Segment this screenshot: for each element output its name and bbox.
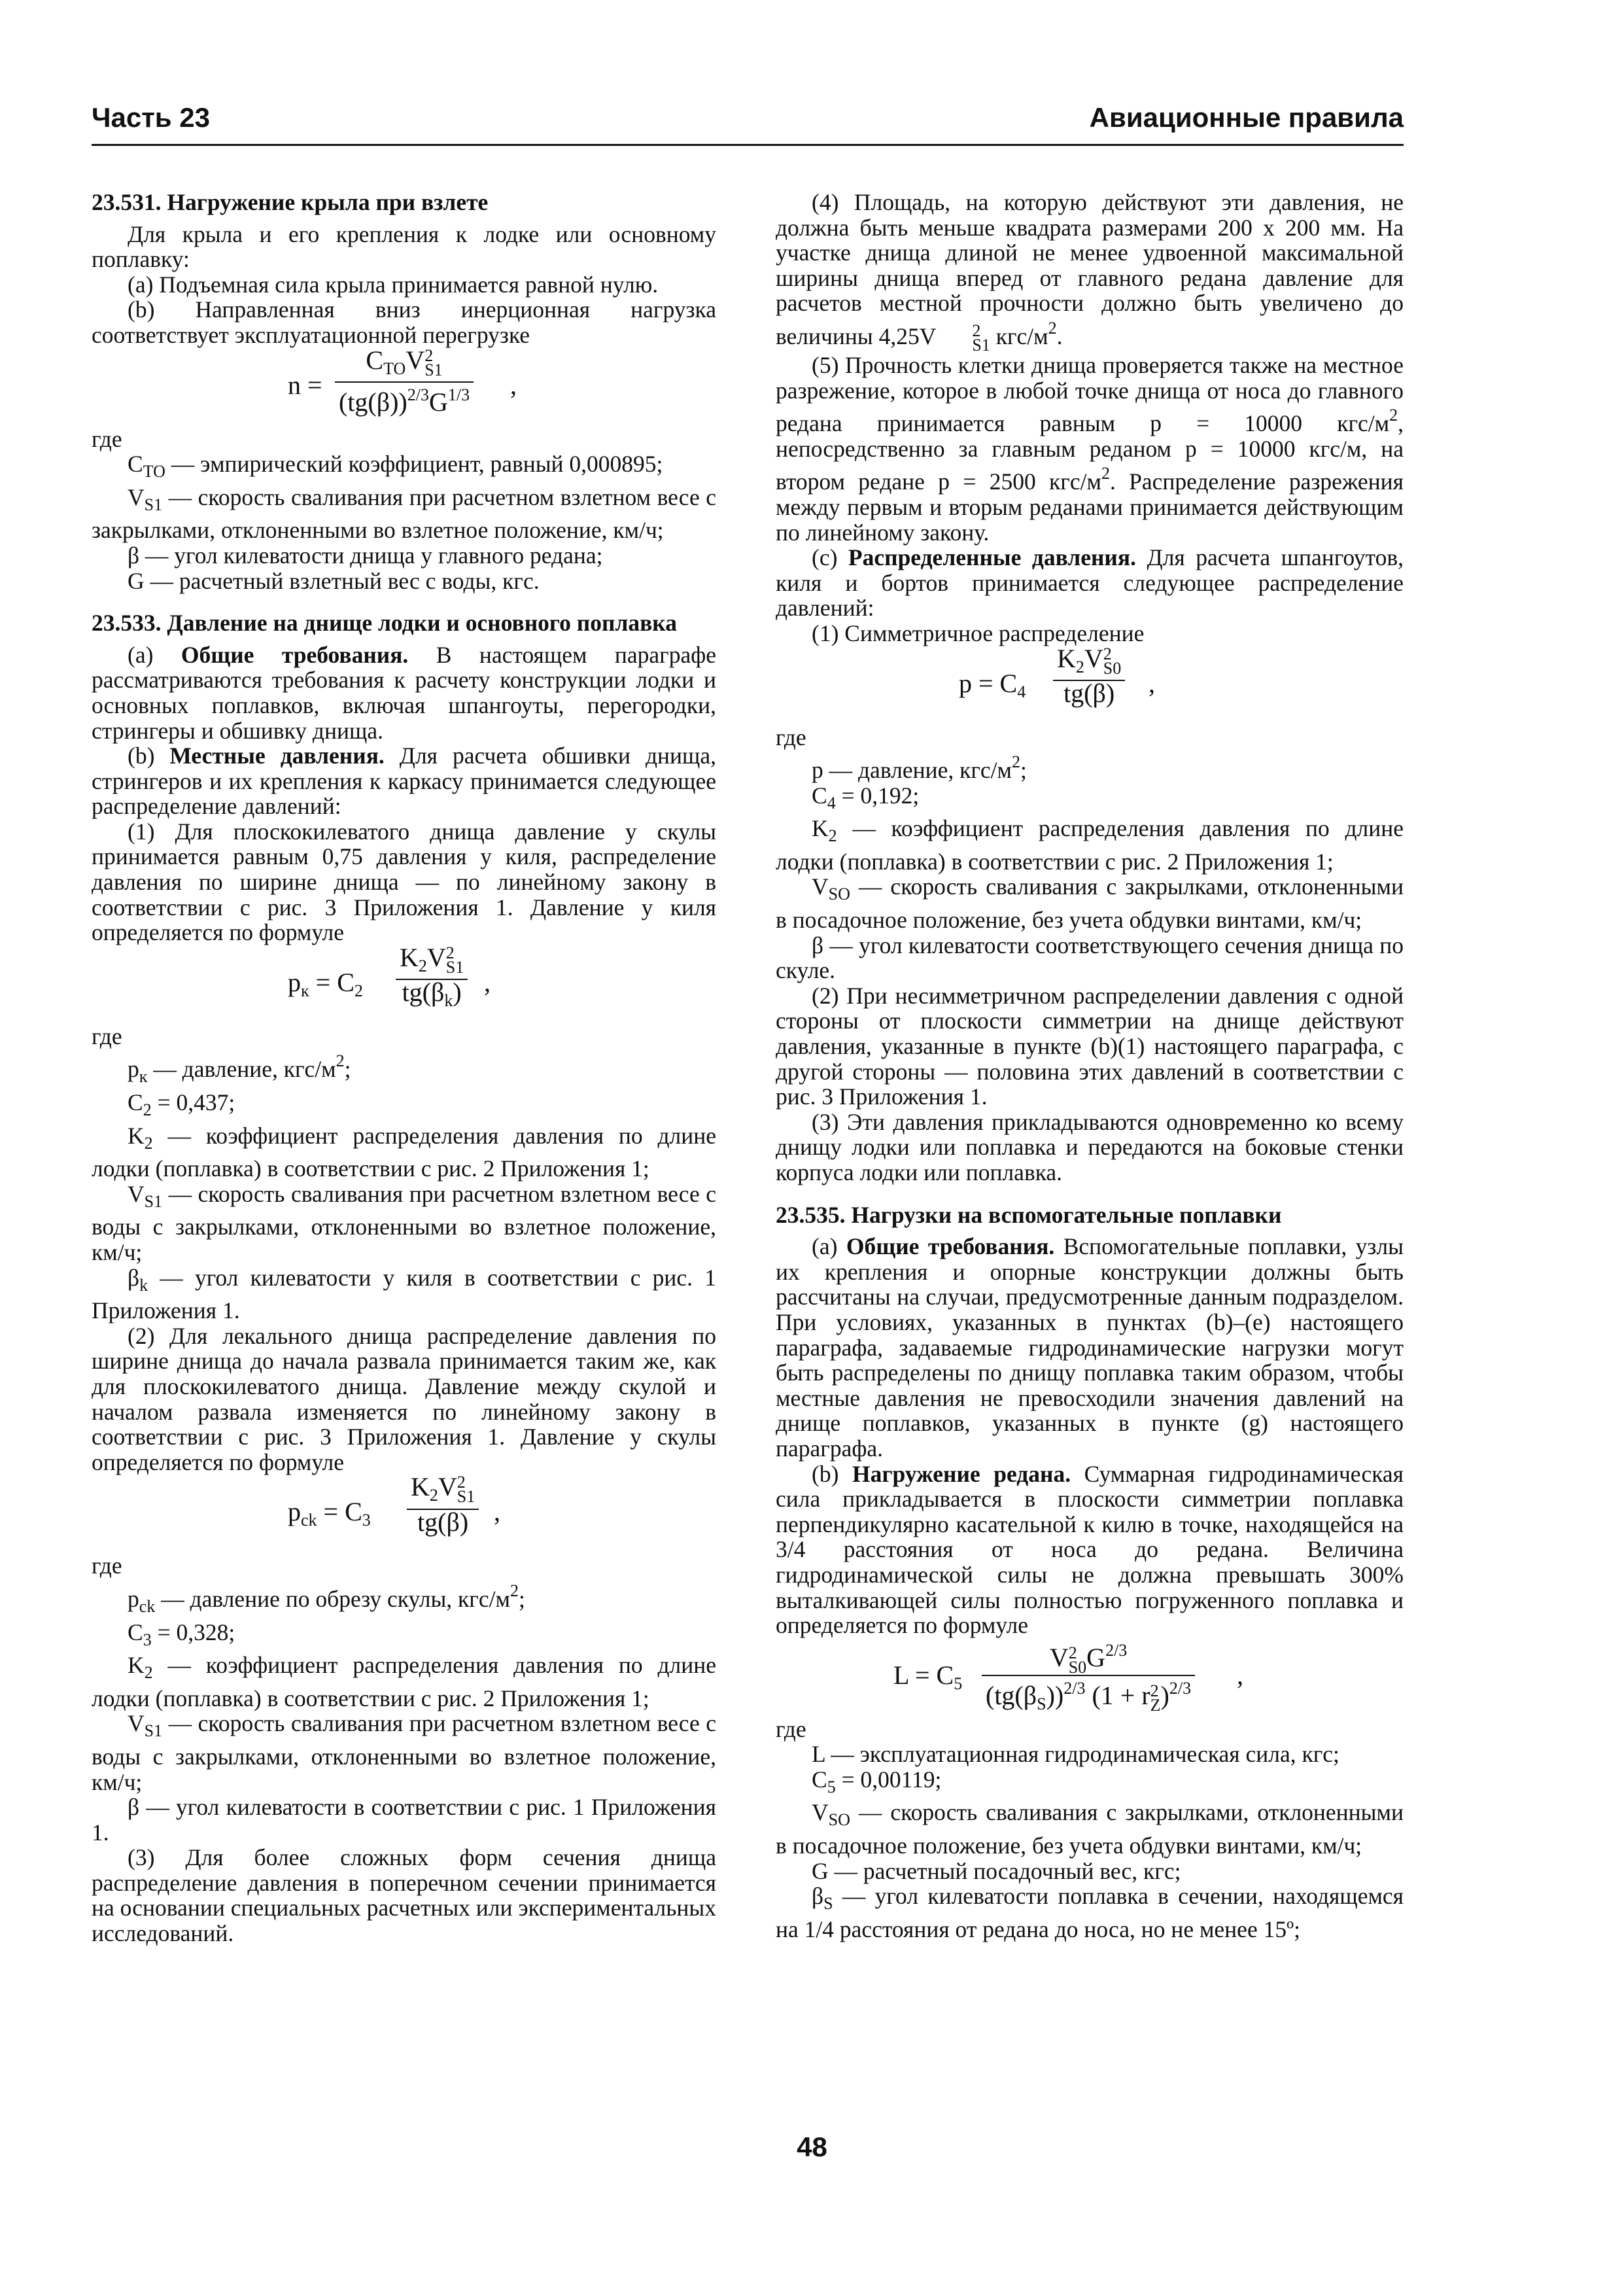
paragraph: (a) Общие требования. В настоящем параграфе рассматриваются требования к расчету конструкции лодки и основных поплавков, включая шпангоуты, перегородки, стрингеры и обшивку днища. [92,641,716,744]
definition: $V_{S1}$ — скорость сваливания при расчетном взлетном весе с закрылками, отклоненными во взлетное положение, км/ч; [92,483,716,544]
page-number: 48 [797,2131,827,2162]
formula-fraction [1053,643,1125,709]
paragraph: (b) Направленная вниз инерционная нагрузка соответствует эксплуатационной перегрузке [92,296,716,348]
where-label: где [776,1715,806,1742]
definition: β — угол килеватости в соответствии с рис. 1 Приложения 1. [92,1794,716,1846]
paragraph: (b) Местные давления. Для расчета обшивки днища, стрингеров и их крепления к каркасу принимается следующее распределение давлений: [92,743,716,820]
definition: $p_{ck}$ — давление по обрезу скулы, кгс/$м^2$; [128,1581,525,1616]
definition: $V_{SO}$ — скорость сваливания с закрылками, отклоненными в посадочное положение, без учета обдувки винтами, км/ч; [776,1799,1404,1859]
formula-numerator: V 2 S0 $G^{2/3}$ [1049,1640,1128,1677]
paragraph: (4) Площадь, на которую действуют эти давления, не должна быть меньше квадрата размерами 200 х 200 мм. На участке днища длиной не менее удвоенной максимальной ширины днища вперед от главного редана давление для расчетов местной прочности должно быть увеличено до величины 4,25V 2 S1 кгс/$м^2$. [776,189,1404,355]
formula-distributed-pressure: $p = C_4$ $K_2V$ 2 S0 tg(β) , [959,643,1155,709]
page-header [92,98,1404,146]
definition: G — расчетный взлетный вес с воды, кгс. [128,567,540,594]
definition: $C_5 = 0,00119$; [812,1766,942,1796]
formula-fraction [982,1638,1195,1717]
where-label: где [92,1023,122,1049]
formula-lhs: $p_{ck} = C_3$ [288,1497,371,1530]
paragraph: (2) При несимметричном распределении давления с одной стороны от плоскости симметрии на днище действуют давления, указанные в пункте (b)(1) настоящего параграфа, с другой стороны — половина этих давлений в соответствии с рис. 3 Приложения 1. [776,982,1404,1110]
definition: $p_к$ — давление, кгс/$м^2$; [128,1051,351,1087]
paragraph: (5) Прочность клетки днища проверяется также на местное разрежение, которое в любой точке днища от носа до главного редана принимается равным p = 10000 кгс/$м^2$, непосредственно за главным реданом p = 10000 кгс/м, на втором редане p = 2500 кгс/$м^2$. Распределение разрежения между первым и вторым реданами принимается действующим по линейному закону. [776,351,1404,546]
section-23-531-title: 23.531. Нагружение крыла при взлете [92,189,489,215]
definition: β — угол килеватости соответствующего сечения днища по скуле. [776,932,1404,984]
definition: $K_2$ — коэффициент распределения давления по длине лодки (поплавка) в соответствии с рис. 2 Приложения 1; [92,1122,716,1182]
header-part: Часть 23 [92,102,211,133]
formula-denominator: $(tg(\beta_S))^{2/3}$ (1 + r 2 Z )$^{2/3}$ [982,1675,1195,1717]
formula-lhs: $p_к = C_2$ [288,967,363,1000]
formula-chine-pressure: $p_{ck} = C_3$ $K_2V$ 2 S1 tg(β) , [288,1472,500,1537]
where-label: где [92,1552,122,1579]
definition: $K_2$ — коэффициент распределения давления по длине лодки (поплавка) в соответствии с рис. 2 Приложения 1; [776,815,1404,875]
paragraph: (3) Эти давления прикладываются одновременно ко всему днищу лодки или поплавка и передаются на боковые стенки корпуса лодки или поплавка. [776,1108,1404,1185]
definition: G — расчетный посадочный вес, кгс; [812,1857,1181,1884]
paragraph: (a) Подъемная сила крыла принимается равной нулю. [128,271,659,298]
formula-fraction [335,345,474,417]
left-column [92,190,716,1946]
header-title: Авиационные правила [1089,102,1404,133]
where-label: где [92,425,122,452]
definition: $C_2 = 0,437$; [128,1089,235,1120]
definition: $\beta_k$ — угол килеватости у киля в соответствии с рис. 1 Приложения 1. [92,1264,716,1324]
paragraph: (b) Нагружение редана. Суммарная гидродинамическая сила прикладывается в плоскости симметрии поплавка перпендикулярно касательной к килю в точке, находящейся на 3/4 расстояния от носа до редана. Величина гидродинамической силы не должна превышать 300% выталкивающей силы полностью погруженного поплавка и определяется по формуле [776,1460,1404,1639]
definition: $K_2$ — коэффициент распределения давления по длине лодки (поплавка) в соответствии с рис. 2 Приложения 1; [92,1652,716,1711]
paragraph: (c) Распределенные давления. Для расчета шпангоутов, киля и бортов принимается следующее распределение давлений: [776,544,1404,622]
definition: $V_{S1}$ — скорость сваливания при расчетном взлетном весе с воды с закрылками, отклоненными во взлетное положение, км/ч; [92,1180,716,1265]
formula-numerator: $K_2V$ 2 S1 [411,1472,475,1507]
definition: $C_{TO}$ — эмпирический коэффициент, равный 0,000895; [128,451,663,482]
formula-denominator: tg(β) [1053,680,1125,707]
formula-keel-pressure: $p_к = C_2$ $K_2V$ 2 S1 $tg(\beta_k)$ , [92,945,716,1024]
paragraph: (2) Для лекального днища распределение давления по ширине днища до начала развала принимается таким же, как для плоскокилеватого днища. Давление между скулой и началом развала изменяется по линейному закону в соответствии с рис. 3 Приложения 1. Давление у скулы определяется по формуле [92,1322,716,1475]
formula-lhs: n = [288,370,322,400]
formula-lhs: $L = C_5$ [893,1660,963,1693]
definition: $V_{S1}$ — скорость сваливания при расчетном взлетном весе с воды с закрылками, отклоненными во взлетное положение, км/ч; [92,1710,716,1795]
formula-hydrodynamic-force: $L = C_5$ V 2 S0 $G^{2/3}$ $(tg(\beta_S))^{2/3}$ (1 + r 2 Z )$^{2/3}$ , [776,1638,1404,1717]
paragraph: Для крыла и его крепления к лодке или основному поплавку: [92,220,716,273]
where-label: где [776,724,806,750]
formula-fraction [396,942,468,1014]
paragraph: (1) Для плоскокилеватого днища давление у скулы принимается равным 0,75 давления у киля, распределение давления по ширине днища — по линейному закону в соответствии с рис. 3 Приложения 1. Давление у киля определяется по формуле [92,818,716,946]
paragraph: (a) Общие требования. Вспомогательные поплавки, узлы их крепления и опорные конструкции должны быть рассчитаны на случаи, предусмотренные данным подразделом. При условиях, указанных в пунктах (b)–(e) настоящего параграфа, задаваемые гидродинамические нагрузки могут быть распределены по днищу поплавка таким образом, чтобы местные давления не превосходили значения давлений на днище поплавков, указанных в пункте (g) настоящего параграфа. [776,1233,1404,1462]
formula-denominator: $(tg(\beta))^{2/3}G^{1/3}$ [335,381,474,415]
paragraph: (1) Симметричное распределение [812,620,1145,646]
formula-load-factor: n = $C_{TO}V$ 2 S1 $(tg(\beta))^{2/3}G^{1/3}$ , [288,345,517,417]
formula-numerator: $K_2V$ 2 S1 [400,942,464,977]
section-23-535-title: 23.535. Нагрузки на вспомогательные поплавки [776,1201,1282,1228]
definition: $C_3 = 0,328$; [128,1619,235,1649]
definition: L — эксплуатационная гидродинамическая сила, кгс; [812,1741,1339,1768]
definition: $C_4 = 0,192$; [812,782,920,813]
formula-denominator: tg(β) [407,1509,479,1535]
definition: $V_{SO}$ — скорость сваливания с закрылками, отклоненными в посадочное положение, без учета обдувки винтами, км/ч; [776,873,1404,934]
right-column [776,190,1404,1942]
formula-numerator: $K_2V$ 2 S0 [1057,643,1122,678]
paragraph: (3) Для более сложных форм сечения днища распределение давления в поперечном сечении принимается на основании специальных расчетных или экспериментальных исследований. [92,1844,716,1947]
formula-lhs: $p = C_4$ [959,668,1026,701]
formula-denominator: $tg(\beta_k)$ [396,979,468,1014]
definition: β — угол килеватости днища у главного редана; [128,542,603,569]
definition: $\beta_S$ — угол килеватости поплавка в сечении, находящемся на 1/4 расстояния от редана до носа, но не менее 15º; [776,1883,1404,1942]
section-23-533-title: 23.533. Давление на днище лодки и основного поплавка [92,610,677,637]
formula-numerator: $C_{TO}V$ 2 S1 [366,345,443,379]
formula-fraction [407,1472,479,1537]
definition: p — давление, кгс/$м^2$; [812,752,1027,784]
